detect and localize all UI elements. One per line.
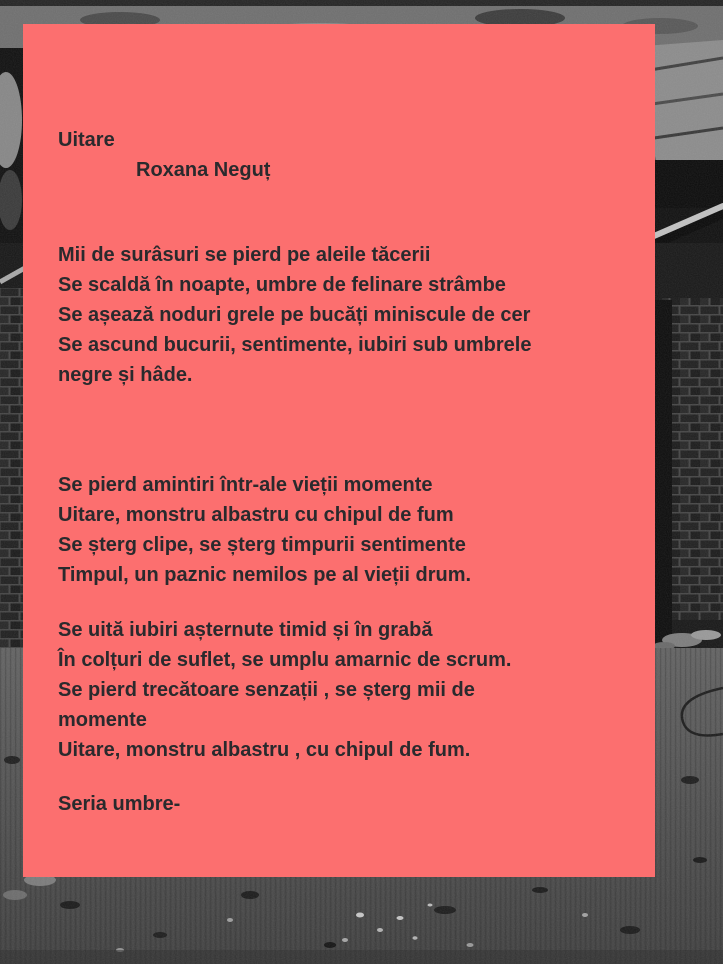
poem-line: negre și hâde. bbox=[58, 364, 193, 386]
poem-line: Uitare, monstru albastru cu chipul de fum bbox=[58, 504, 454, 526]
poem-title: Uitare bbox=[58, 129, 115, 151]
poem-line: Se pierd trecătoare senzații , se șterg mii de bbox=[58, 679, 475, 701]
stanza-1 bbox=[58, 240, 627, 390]
poem-line: Uitare, monstru albastru , cu chipul de fum. bbox=[58, 739, 471, 761]
stanza-2 bbox=[58, 470, 627, 590]
poem-card bbox=[23, 24, 655, 877]
poem-line: Se uită iubiri așternute timid și în grabă bbox=[58, 619, 433, 641]
stanza-3 bbox=[58, 615, 627, 765]
poem-line: Se ascund bucurii, sentimente, iubiri sub umbrele bbox=[58, 334, 532, 356]
poem-line: Se șterg clipe, se șterg timpurii sentimente bbox=[58, 534, 466, 556]
poem-author: Roxana Neguț bbox=[136, 159, 271, 181]
poem-line: Mii de surâsuri se pierd pe aleile tăcerii bbox=[58, 244, 431, 266]
poem-line: Se pierd amintiri într-ale vieții momente bbox=[58, 474, 433, 496]
poem-line: momente bbox=[58, 709, 147, 731]
series-label: Seria umbre- bbox=[58, 793, 181, 815]
poem-line: În colțuri de suflet, se umplu amarnic de scrum. bbox=[58, 649, 512, 671]
poem-line: Timpul, un paznic nemilos pe al vieții drum. bbox=[58, 564, 472, 586]
poem-line: Se scaldă în noapte, umbre de felinare strâmbe bbox=[58, 274, 506, 296]
poem-line: Se așează noduri grele pe bucăți miniscule de cer bbox=[58, 304, 531, 326]
